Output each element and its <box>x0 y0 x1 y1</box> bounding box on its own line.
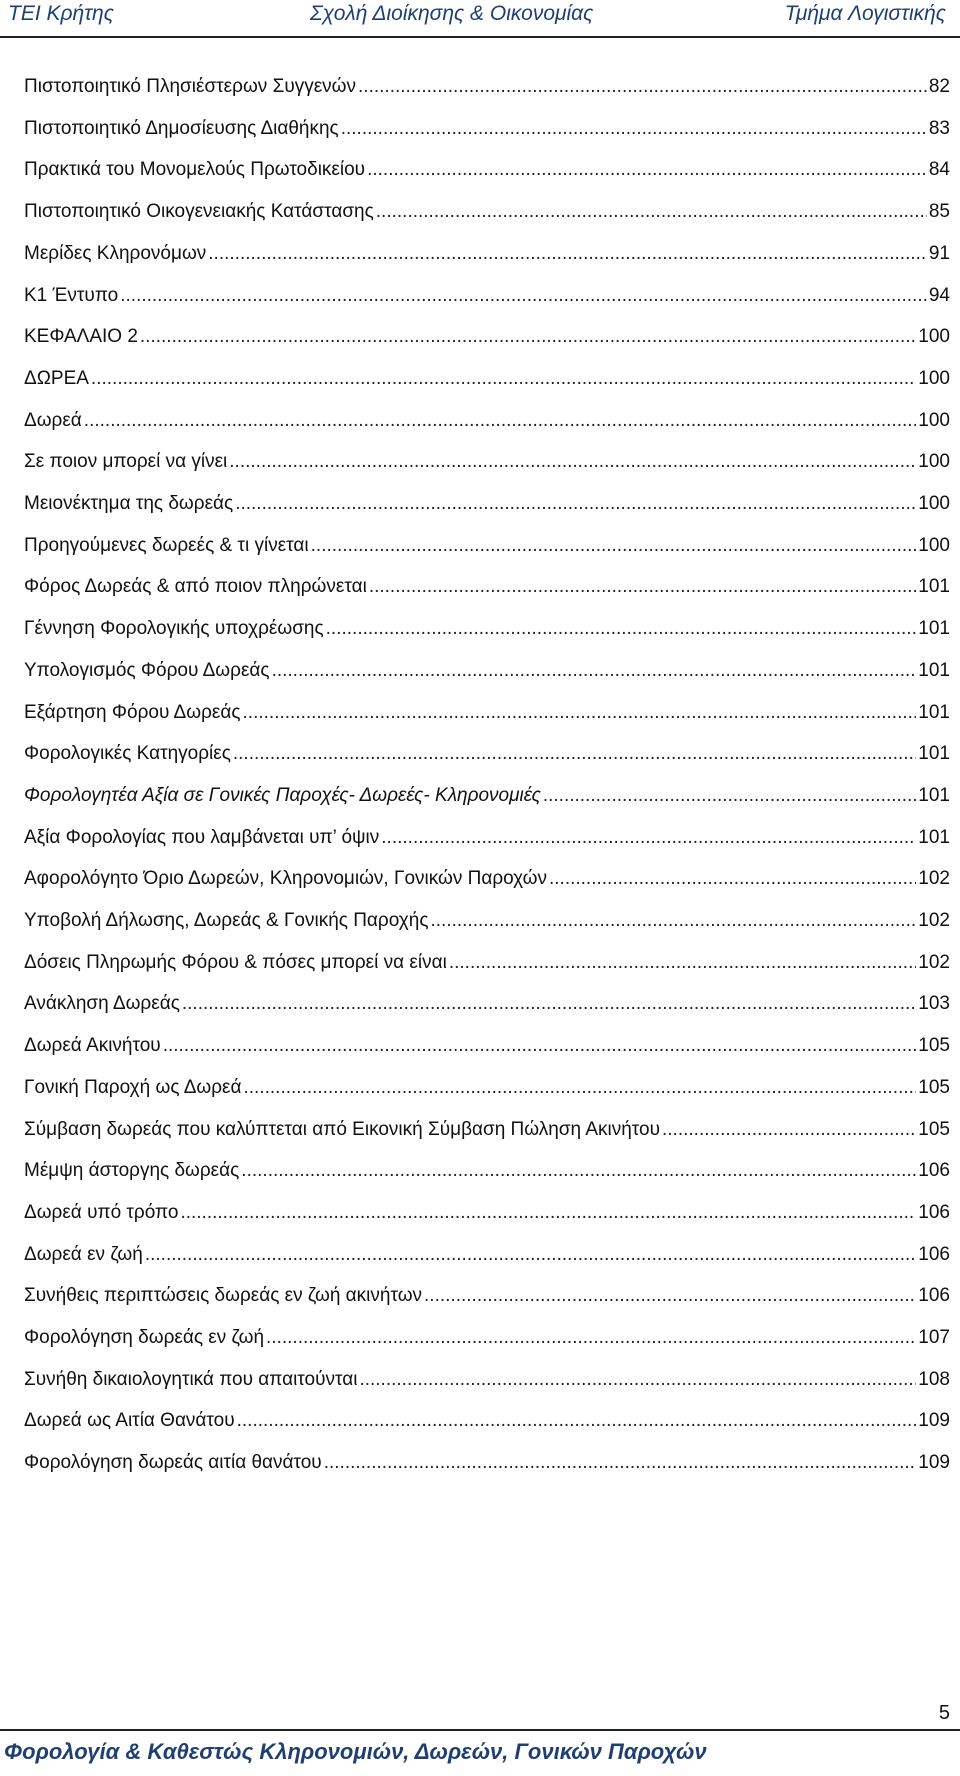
toc-entry-title: Υποβολή Δήλωσης, Δωρεάς & Γονικής Παροχής <box>24 910 429 931</box>
toc-entry[interactable] <box>24 282 950 310</box>
dot-leader <box>662 1116 916 1144</box>
toc-entry-page: 101 <box>918 659 950 681</box>
toc-entry[interactable] <box>24 73 950 101</box>
footer-title: Φορολογία & Καθεστώς Κληρονομιών, Δωρεών, Γονικών Παροχών <box>4 1739 707 1764</box>
toc-entry-title: Δόσεις Πληρωμής Φόρου & πόσες μπορεί να είναι <box>24 951 447 973</box>
toc-entry-title: Συνήθεις περιπτώσεις δωρεάς εν ζωή ακινήτων <box>24 1285 423 1307</box>
toc-entry[interactable] <box>24 198 950 226</box>
dot-leader <box>120 282 927 310</box>
toc-entry-page: 106 <box>918 1285 950 1307</box>
toc-entry-page: 84 <box>928 159 950 181</box>
toc-entry[interactable] <box>24 240 950 268</box>
dot-leader <box>341 115 927 143</box>
dot-leader <box>266 1324 916 1352</box>
toc-entry-title: Δωρεά Ακινήτου <box>24 1035 161 1057</box>
toc-entry[interactable] <box>24 990 950 1018</box>
toc-entry-title: Δωρεά εν ζωή <box>24 1243 143 1265</box>
toc-entry[interactable] <box>24 1366 950 1394</box>
toc-entry-title: Φορολογητέα Αξία σε Γονικές Παροχές- Δωρεές- Κληρονομιές <box>24 784 541 806</box>
toc-entry-title: Δωρεά ως Αιτία Θανάτου <box>24 1410 235 1432</box>
toc-entry[interactable] <box>24 1074 950 1102</box>
toc-entry-title: Πιστοποιητικό Οικογενειακής Κατάστασης <box>24 201 374 223</box>
toc-entry[interactable] <box>24 1407 950 1435</box>
toc-entry-page: 100 <box>918 326 950 348</box>
toc-entry-page: 102 <box>918 910 950 931</box>
toc-entry[interactable] <box>24 156 950 184</box>
toc-entry-page: 101 <box>918 701 950 723</box>
header-school: Σχολή Διοίκησης & Οικονομίας <box>310 2 594 25</box>
toc-entry[interactable] <box>24 907 950 935</box>
toc-entry-title: Μέμψη άστοργης δωρεάς <box>24 1160 240 1182</box>
dot-leader <box>326 615 917 643</box>
toc-entry-title: Φορολόγηση δωρεάς εν ζωή <box>24 1327 265 1348</box>
toc-entry-page: 101 <box>918 784 950 806</box>
dot-leader <box>241 1157 916 1185</box>
dot-leader <box>91 365 916 393</box>
toc-entry-page: 109 <box>918 1410 950 1432</box>
dot-leader <box>424 1282 916 1310</box>
toc-entry-page: 102 <box>918 868 950 890</box>
dot-leader <box>235 490 916 518</box>
toc-entry-page: 100 <box>918 534 950 556</box>
toc-entry[interactable] <box>24 407 950 435</box>
dot-leader <box>324 1449 917 1477</box>
toc-entry-page: 101 <box>918 743 950 765</box>
toc-entry-page: 100 <box>918 409 950 431</box>
toc-entry-title: Πιστοποιητικό Πλησιέστερων Συγγενών <box>24 76 357 97</box>
toc-entry-page: 106 <box>918 1201 950 1223</box>
toc-entry-page: 105 <box>918 1118 950 1140</box>
dot-leader <box>449 949 916 977</box>
dot-leader <box>543 782 916 810</box>
toc-entry-title: Φορολογικές Κατηγορίες <box>24 743 231 765</box>
dot-leader <box>367 156 927 184</box>
toc-entry-page: 109 <box>918 1452 950 1474</box>
toc-entry-page: 100 <box>918 493 950 514</box>
toc-entry-page: 94 <box>928 284 950 306</box>
toc-entry-title: Εξάρτηση Φόρου Δωρεάς <box>24 701 241 723</box>
toc-entry-page: 106 <box>918 1160 950 1182</box>
toc-entry[interactable] <box>24 615 950 643</box>
toc-entry-page: 103 <box>918 993 950 1015</box>
toc-entry[interactable] <box>24 573 950 601</box>
toc-entry-page: 83 <box>928 117 950 139</box>
toc-entry-title: Πρακτικά του Μονομελούς Πρωτοδικείου <box>24 159 366 181</box>
page-footer <box>0 1729 960 1776</box>
dot-leader <box>140 323 916 351</box>
toc-entry[interactable] <box>24 865 950 893</box>
toc-entry-title: Φορολόγηση δωρεάς αιτία θανάτου <box>24 1452 322 1474</box>
toc-entry-title: Σύμβαση δωρεάς που καλύπτεται από Εικονική Σύμβαση Πώληση Ακινήτου <box>24 1118 660 1140</box>
toc-entry[interactable] <box>24 699 950 727</box>
page-header <box>0 0 960 38</box>
toc-entry[interactable] <box>24 949 950 977</box>
dot-leader <box>369 573 916 601</box>
header-institution: ΤΕΙ Κρήτης <box>8 2 114 25</box>
toc-entry-title: Δωρεά <box>24 409 82 431</box>
toc-entry[interactable] <box>24 490 950 518</box>
toc-entry[interactable] <box>24 782 950 810</box>
toc-entry-page: 105 <box>918 1076 950 1098</box>
toc-entry-title: Συνήθη δικαιολογητικά που απαιτούνται <box>24 1368 358 1390</box>
toc-entry[interactable] <box>24 115 950 143</box>
toc-entry-title: Κ1 Έντυπο <box>24 284 119 306</box>
toc-entry-title: Μερίδες Κληρονόμων <box>24 242 207 264</box>
toc-entry-title: ΚΕΦΑΛΑΙΟ 2 <box>24 326 138 348</box>
toc-entry[interactable] <box>24 532 950 560</box>
toc-entry-page: 105 <box>918 1035 950 1057</box>
dot-leader <box>229 448 916 476</box>
toc-entry[interactable] <box>24 1282 950 1310</box>
toc-entry[interactable] <box>24 1324 950 1352</box>
dot-leader <box>359 1366 916 1394</box>
toc-entry-page: 101 <box>918 618 950 640</box>
toc-entry-title: Φόρος Δωρεάς & από ποιον πληρώνεται <box>24 576 367 598</box>
dot-leader <box>272 657 917 685</box>
dot-leader <box>163 1032 917 1060</box>
toc-entry-title: Προηγούμενες δωρεές & τι γίνεται <box>24 534 309 556</box>
toc-entry-page: 91 <box>928 242 950 264</box>
toc-entry-title: Ανάκληση Δωρεάς <box>24 993 180 1015</box>
toc-entry-page: 100 <box>918 367 950 389</box>
dot-leader <box>180 1199 916 1227</box>
dot-leader <box>244 1074 917 1102</box>
toc-entry-page: 100 <box>918 451 950 473</box>
toc-entry-title: Γονική Παροχή ως Δωρεά <box>24 1076 242 1098</box>
dot-leader <box>84 407 917 435</box>
toc-entry-page: 107 <box>918 1327 950 1348</box>
toc-entry-page: 85 <box>928 201 950 223</box>
dot-leader <box>381 824 916 852</box>
dot-leader <box>376 198 927 226</box>
toc-entry-page: 102 <box>918 951 950 973</box>
toc-entry[interactable] <box>24 365 950 393</box>
toc-entry[interactable] <box>24 1449 950 1477</box>
toc-entry-title: Γέννηση Φορολογικής υποχρέωσης <box>24 618 324 640</box>
dot-leader <box>182 990 916 1018</box>
toc-entry-title: Σε ποιον μπορεί να γίνει <box>24 451 228 473</box>
toc-entry-title: Αφορολόγητο Όριο Δωρεών, Κληρονομιών, Γονικών Παροχών <box>24 868 547 890</box>
dot-leader <box>208 240 927 268</box>
toc-entry-title: ΔΩΡΕΑ <box>24 367 89 389</box>
dot-leader <box>233 740 916 768</box>
toc-entry[interactable] <box>24 323 950 351</box>
dot-leader <box>358 73 927 101</box>
dot-leader <box>145 1241 916 1269</box>
toc-entry[interactable] <box>24 1241 950 1269</box>
toc-entry-page: 101 <box>918 576 950 598</box>
toc-entry-page: 106 <box>918 1243 950 1265</box>
toc-entry-title: Υπολογισμός Φόρου Δωρεάς <box>24 659 270 681</box>
toc-entry-page: 101 <box>918 826 950 848</box>
dot-leader <box>549 865 916 893</box>
header-department: Τμήμα Λογιστικής <box>784 2 946 25</box>
dot-leader <box>237 1407 917 1435</box>
toc-entry[interactable] <box>24 740 950 768</box>
toc-entry[interactable] <box>24 1032 950 1060</box>
toc-entry[interactable] <box>24 1199 950 1227</box>
toc-entry[interactable] <box>24 824 950 852</box>
toc-entry[interactable] <box>24 448 950 476</box>
dot-leader <box>311 532 917 560</box>
toc-entry-title: Δωρεά υπό τρόπο <box>24 1201 179 1223</box>
toc-entry-page: 108 <box>918 1368 950 1390</box>
toc-entry-title: Μειονέκτημα της δωρεάς <box>24 493 234 514</box>
toc-entry-title: Αξία Φορολογίας που λαμβάνεται υπ’ όψιν <box>24 826 380 848</box>
dot-leader <box>430 907 916 935</box>
toc-entry[interactable] <box>24 1157 950 1185</box>
toc-entry[interactable] <box>24 657 950 685</box>
dot-leader <box>243 699 917 727</box>
toc-entry[interactable] <box>24 1116 950 1144</box>
toc-entry-title: Πιστοποιητικό Δημοσίευσης Διαθήκης <box>24 117 339 139</box>
page-number: 5 <box>938 1702 950 1724</box>
toc-entry-page: 82 <box>928 76 950 97</box>
